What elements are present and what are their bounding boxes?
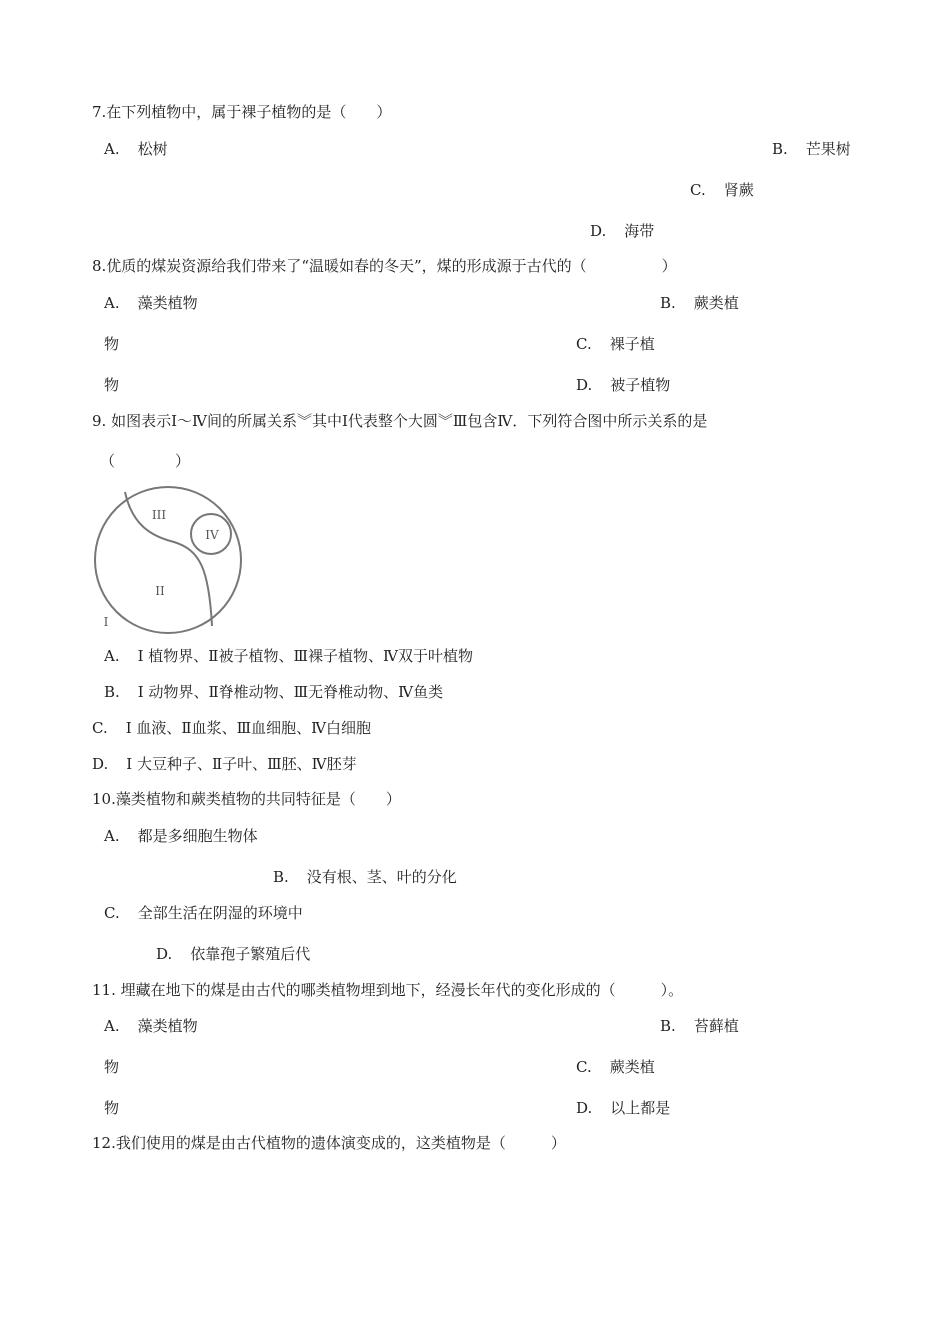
option-letter: C. (690, 181, 706, 199)
question-10-stem: 10.藻类植物和蕨类植物的共同特征是（ ） (92, 790, 401, 808)
option-letter: B. (273, 868, 289, 886)
q9-option-b[interactable] (104, 682, 443, 702)
option-letter: A. (104, 647, 120, 665)
divider-curve (125, 492, 212, 626)
q10-option-a[interactable] (104, 826, 258, 846)
question-11-stem: 11. 埋藏在地下的煤是由古代的哪类植物埋到地下，经漫长年代的变化形成的（ ）。 (92, 981, 684, 999)
q7-option-c[interactable] (690, 180, 754, 200)
option-text: 蕨类植 (693, 294, 739, 312)
option-letter: B. (772, 140, 788, 158)
option-text: Ⅰ 植物界、Ⅱ被子植物、Ⅲ裸子植物、Ⅳ双于叶植物 (137, 647, 473, 665)
option-letter: A. (104, 140, 120, 158)
q10-option-c[interactable] (104, 903, 303, 923)
option-text: 松树 (137, 140, 168, 158)
option-letter: D. (576, 1099, 593, 1117)
q11-option-a[interactable] (104, 1016, 198, 1036)
option-text: 裸子植 (609, 335, 655, 353)
q8-option-d[interactable] (576, 375, 670, 395)
option-letter: C. (104, 904, 120, 922)
q7-option-a[interactable] (104, 139, 168, 159)
option-letter: A. (104, 294, 120, 312)
q8-option-c[interactable] (576, 334, 655, 354)
q9-option-c[interactable] (92, 718, 371, 738)
question-8-stem: 8.优质的煤炭资源给我们带来了“温暖如春的冬天”，煤的形成源于古代的（ ） (92, 257, 677, 275)
option-letter: B. (104, 683, 120, 701)
option-letter: D. (156, 945, 173, 963)
option-text: 被子植物 (610, 376, 671, 394)
question-7-stem: 7.在下列植物中，属于裸子植物的是（ ） (92, 103, 392, 121)
label-i: I (103, 615, 109, 629)
q8-option-b-wrap: 物 (104, 335, 120, 353)
q9-option-a[interactable] (104, 646, 473, 666)
option-text: 藻类植物 (137, 294, 198, 312)
option-text: Ⅰ 大豆种子、Ⅱ子叶、Ⅲ胚、Ⅳ胚芽 (126, 755, 357, 773)
option-text: 芒果树 (805, 140, 851, 158)
option-letter: A. (104, 827, 120, 845)
q11-option-b[interactable] (660, 1016, 739, 1036)
label-iii: III (151, 508, 167, 522)
q8-option-c-wrap: 物 (104, 376, 120, 394)
label-ii: II (155, 584, 165, 598)
option-text: 全部生活在阴湿的环境中 (137, 904, 303, 922)
option-letter: B. (660, 1017, 676, 1035)
question-9-stem: 9. 如图表示Ⅰ～Ⅳ间的所属关系︾其中Ⅰ代表整个大圆︾Ⅲ包含Ⅳ．下列符合图中所示关系的是 (92, 412, 708, 430)
set-relation-diagram (92, 484, 244, 636)
option-text: 都是多细胞生物体 (137, 827, 258, 845)
option-letter: C. (576, 335, 592, 353)
question-9-stem-wrap: （ ） (100, 452, 191, 470)
question-12-stem: 12.我们使用的煤是由古代植物的遗体演变成的，这类植物是（ ） (92, 1134, 566, 1152)
option-text: Ⅰ 血液、Ⅱ血浆、Ⅲ血细胞、Ⅳ白细胞 (125, 719, 372, 737)
q7-option-b[interactable] (772, 139, 851, 159)
option-text: 蕨类植 (609, 1058, 655, 1076)
option-text: 苔藓植 (693, 1017, 739, 1035)
label-iv: IV (205, 528, 219, 542)
option-letter: C. (576, 1058, 592, 1076)
option-letter: B. (660, 294, 676, 312)
option-text: 依靠孢子繁殖后代 (190, 945, 311, 963)
option-letter: D. (590, 222, 607, 240)
option-text: Ⅰ 动物界、Ⅱ脊椎动物、Ⅲ无脊椎动物、Ⅳ鱼类 (137, 683, 444, 701)
q10-option-b[interactable] (273, 867, 457, 887)
option-text: 海带 (624, 222, 655, 240)
option-letter: A. (104, 1017, 120, 1035)
q11-option-c[interactable] (576, 1057, 655, 1077)
circle-i (95, 487, 241, 633)
option-text: 以上都是 (610, 1099, 671, 1117)
q11-option-d[interactable] (576, 1098, 670, 1118)
q9-option-d[interactable] (92, 754, 357, 774)
option-letter: D. (576, 376, 593, 394)
q11-option-c-wrap: 物 (104, 1099, 120, 1117)
q10-option-d[interactable] (156, 944, 310, 964)
option-text: 没有根、茎、叶的分化 (306, 868, 457, 886)
q7-option-d[interactable] (590, 221, 654, 241)
q11-option-b-wrap: 物 (104, 1058, 120, 1076)
option-text: 藻类植物 (137, 1017, 198, 1035)
option-text: 肾蕨 (723, 181, 754, 199)
option-letter: C. (92, 719, 108, 737)
q8-option-a[interactable] (104, 293, 198, 313)
q8-option-b[interactable] (660, 293, 739, 313)
option-letter: D. (92, 755, 109, 773)
